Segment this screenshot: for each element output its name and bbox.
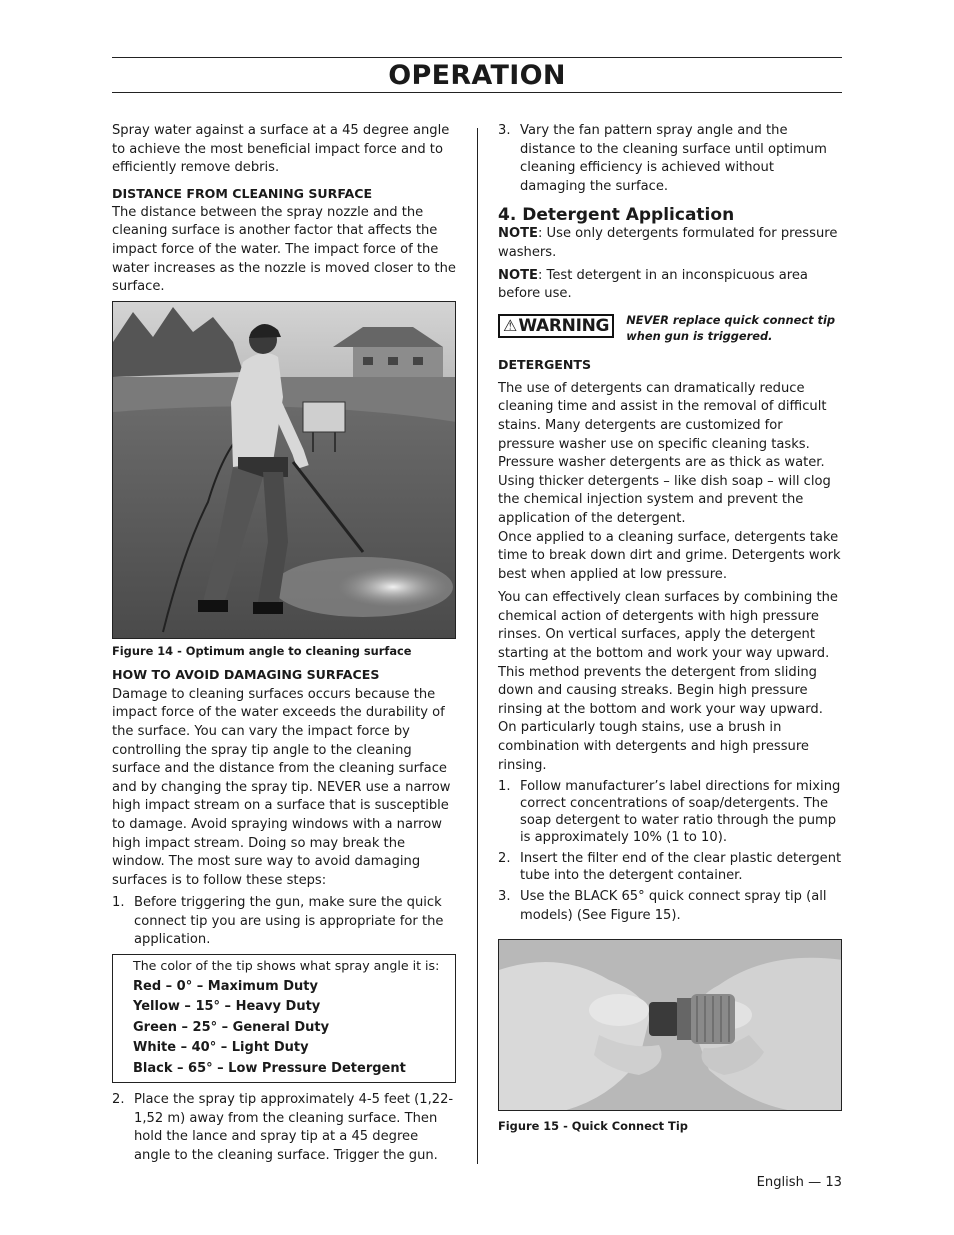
detergents-paragraph-3: You can effectively clean surfaces by combining the chemical action of detergents with high pressure rinses. On vertical surfaces, apply the detergent starting at the bottom and work your way upward. This method prevents the detergent from sliding down and causing streaks. Begin high pressure rinsing at the bottom and work your way upward. On particularly tough stains, use a brush in combination with detergents and high pressure rinsing. (498, 590, 838, 773)
warning-label: WARNING (518, 315, 610, 336)
list-item (112, 1091, 456, 1165)
list-item (498, 122, 842, 196)
tip-yellow: Yellow – 15° – Heavy Duty (133, 999, 321, 1015)
damage-heading: HOW TO AVOID DAMAGING SURFACES (112, 666, 380, 682)
step-number: 2. (498, 851, 511, 867)
warning-text: NEVER replace quick connect tip when gun is triggered. (626, 312, 836, 343)
note-1 (498, 225, 842, 262)
note-2-label: NOTE (498, 267, 538, 283)
damage-steps-list-cont (112, 1091, 456, 1165)
note-1-text: : Use only detergents formulated for pressure washers. (498, 226, 838, 260)
damage-steps-list-right (498, 122, 842, 196)
pressure-washer-operator-illustration (113, 302, 456, 639)
warning-row (498, 312, 842, 344)
note-2 (498, 267, 842, 304)
detergent-section-title: 4. Detergent Application (498, 205, 735, 226)
detergents-paragraph-1: The use of detergents can dramatically reduce cleaning time and assist in the removal of difficult stains. Many detergents are customized for pressure washer use on specific cleaning tasks. Pressure washer detergents are as thick as water. Using thicker detergents – like dish soap – will clog the chemical injection system and prevent the application of the detergent. (498, 380, 831, 526)
damage-paragraph: Damage to cleaning surfaces occurs because the impact force of the water exceeds the durability of the surface. You can vary the impact force by controlling the spray tip angle to the cleaning surface and the distance from the cleaning surface and by changing the spray tip. NEVER use a narrow high impact stream on a surface that is susceptible to damage. Avoid spraying windows with a narrow high impact stream. Doing so may break the window. The most sure way to avoid damaging surfaces is to follow these steps: (112, 686, 451, 888)
tip-white: White – 40° – Light Duty (133, 1040, 309, 1056)
distance-heading: DISTANCE FROM CLEANING SURFACE (112, 185, 373, 201)
list-item (112, 894, 456, 950)
page-footer: English — 13 (756, 1175, 842, 1190)
figure-14-caption: Figure 14 - Optimum angle to cleaning surface (112, 643, 412, 658)
step-number: 1. (112, 895, 125, 911)
step-text: Before triggering the gun, make sure the quick connect tip you are using is appropriate for the application. (134, 895, 444, 948)
step-number: 2. (112, 1092, 125, 1108)
step-text: Place the spray tip approximately 4-5 feet (1,22-1,52 m) away from the cleaning surface. Then hold the lance and spray tip at a 45 degree angle to the cleaning surface. Trigger the gun. (134, 1092, 454, 1163)
left-column (112, 122, 456, 1165)
list-item (498, 850, 842, 884)
right-column (498, 122, 842, 1133)
tip-black: Black – 65° – Low Pressure Detergent (133, 1060, 406, 1076)
damage-steps-list (112, 894, 456, 950)
tip-color-box (112, 954, 456, 1083)
top-rule (112, 57, 842, 58)
detergents-paragraph-2: Once applied to a cleaning surface, detergents take time to break down dirt and grime. Detergents work best when applied at low pressure. (498, 529, 841, 582)
column-divider (477, 128, 478, 1164)
step-text: Insert the filter end of the clear plastic detergent tube into the detergent container. (520, 851, 842, 884)
list-item (498, 888, 842, 925)
figure-14-photo (112, 301, 456, 639)
tip-box-intro: The color of the tip shows what spray angle it is: (133, 958, 440, 974)
warning-badge (498, 314, 614, 338)
intro-paragraph: Spray water against a surface at a 45 degree angle to achieve the most beneficial impact force and to efficiently remove debris. (112, 123, 450, 176)
step-number: 3. (498, 123, 511, 138)
step-number: 1. (498, 779, 511, 795)
tip-red: Red – 0° – Maximum Duty (133, 979, 318, 995)
note-1-label: NOTE (498, 226, 538, 242)
quick-connect-tip-illustration (499, 940, 842, 1111)
list-item (498, 778, 842, 846)
warning-triangle-icon: ⚠ (503, 315, 518, 335)
tip-green: Green – 25° – General Duty (133, 1019, 330, 1035)
figure-15-caption: Figure 15 - Quick Connect Tip (498, 1119, 688, 1134)
step-number: 3. (498, 889, 511, 905)
detergent-steps-list (498, 778, 842, 925)
figure-15-photo (498, 939, 842, 1111)
step-text: Vary the fan pattern spray angle and the distance to the cleaning surface until optimum cleaning efficiency is achieved without damaging the surface. (520, 123, 827, 194)
note-2-text: : Test detergent in an inconspicuous area before use. (498, 267, 808, 302)
title-underline (112, 92, 842, 93)
distance-paragraph: The distance between the spray nozzle and the cleaning surface is another factor that affects the impact force of the water. The impact force of the water increases as the nozzle is moved closer to the surface. (112, 204, 456, 295)
step-text: Follow manufacturer’s label directions for mixing correct concentrations of soap/detergents. The soap detergent to water ratio through the pump is approximately 10% (1 to 10). (520, 779, 841, 846)
detergents-heading: DETERGENTS (498, 356, 592, 372)
step-text: Use the BLACK 65° quick connect spray tip (all models) (See Figure 15). (520, 889, 827, 923)
page-title: OPERATION (388, 60, 566, 91)
